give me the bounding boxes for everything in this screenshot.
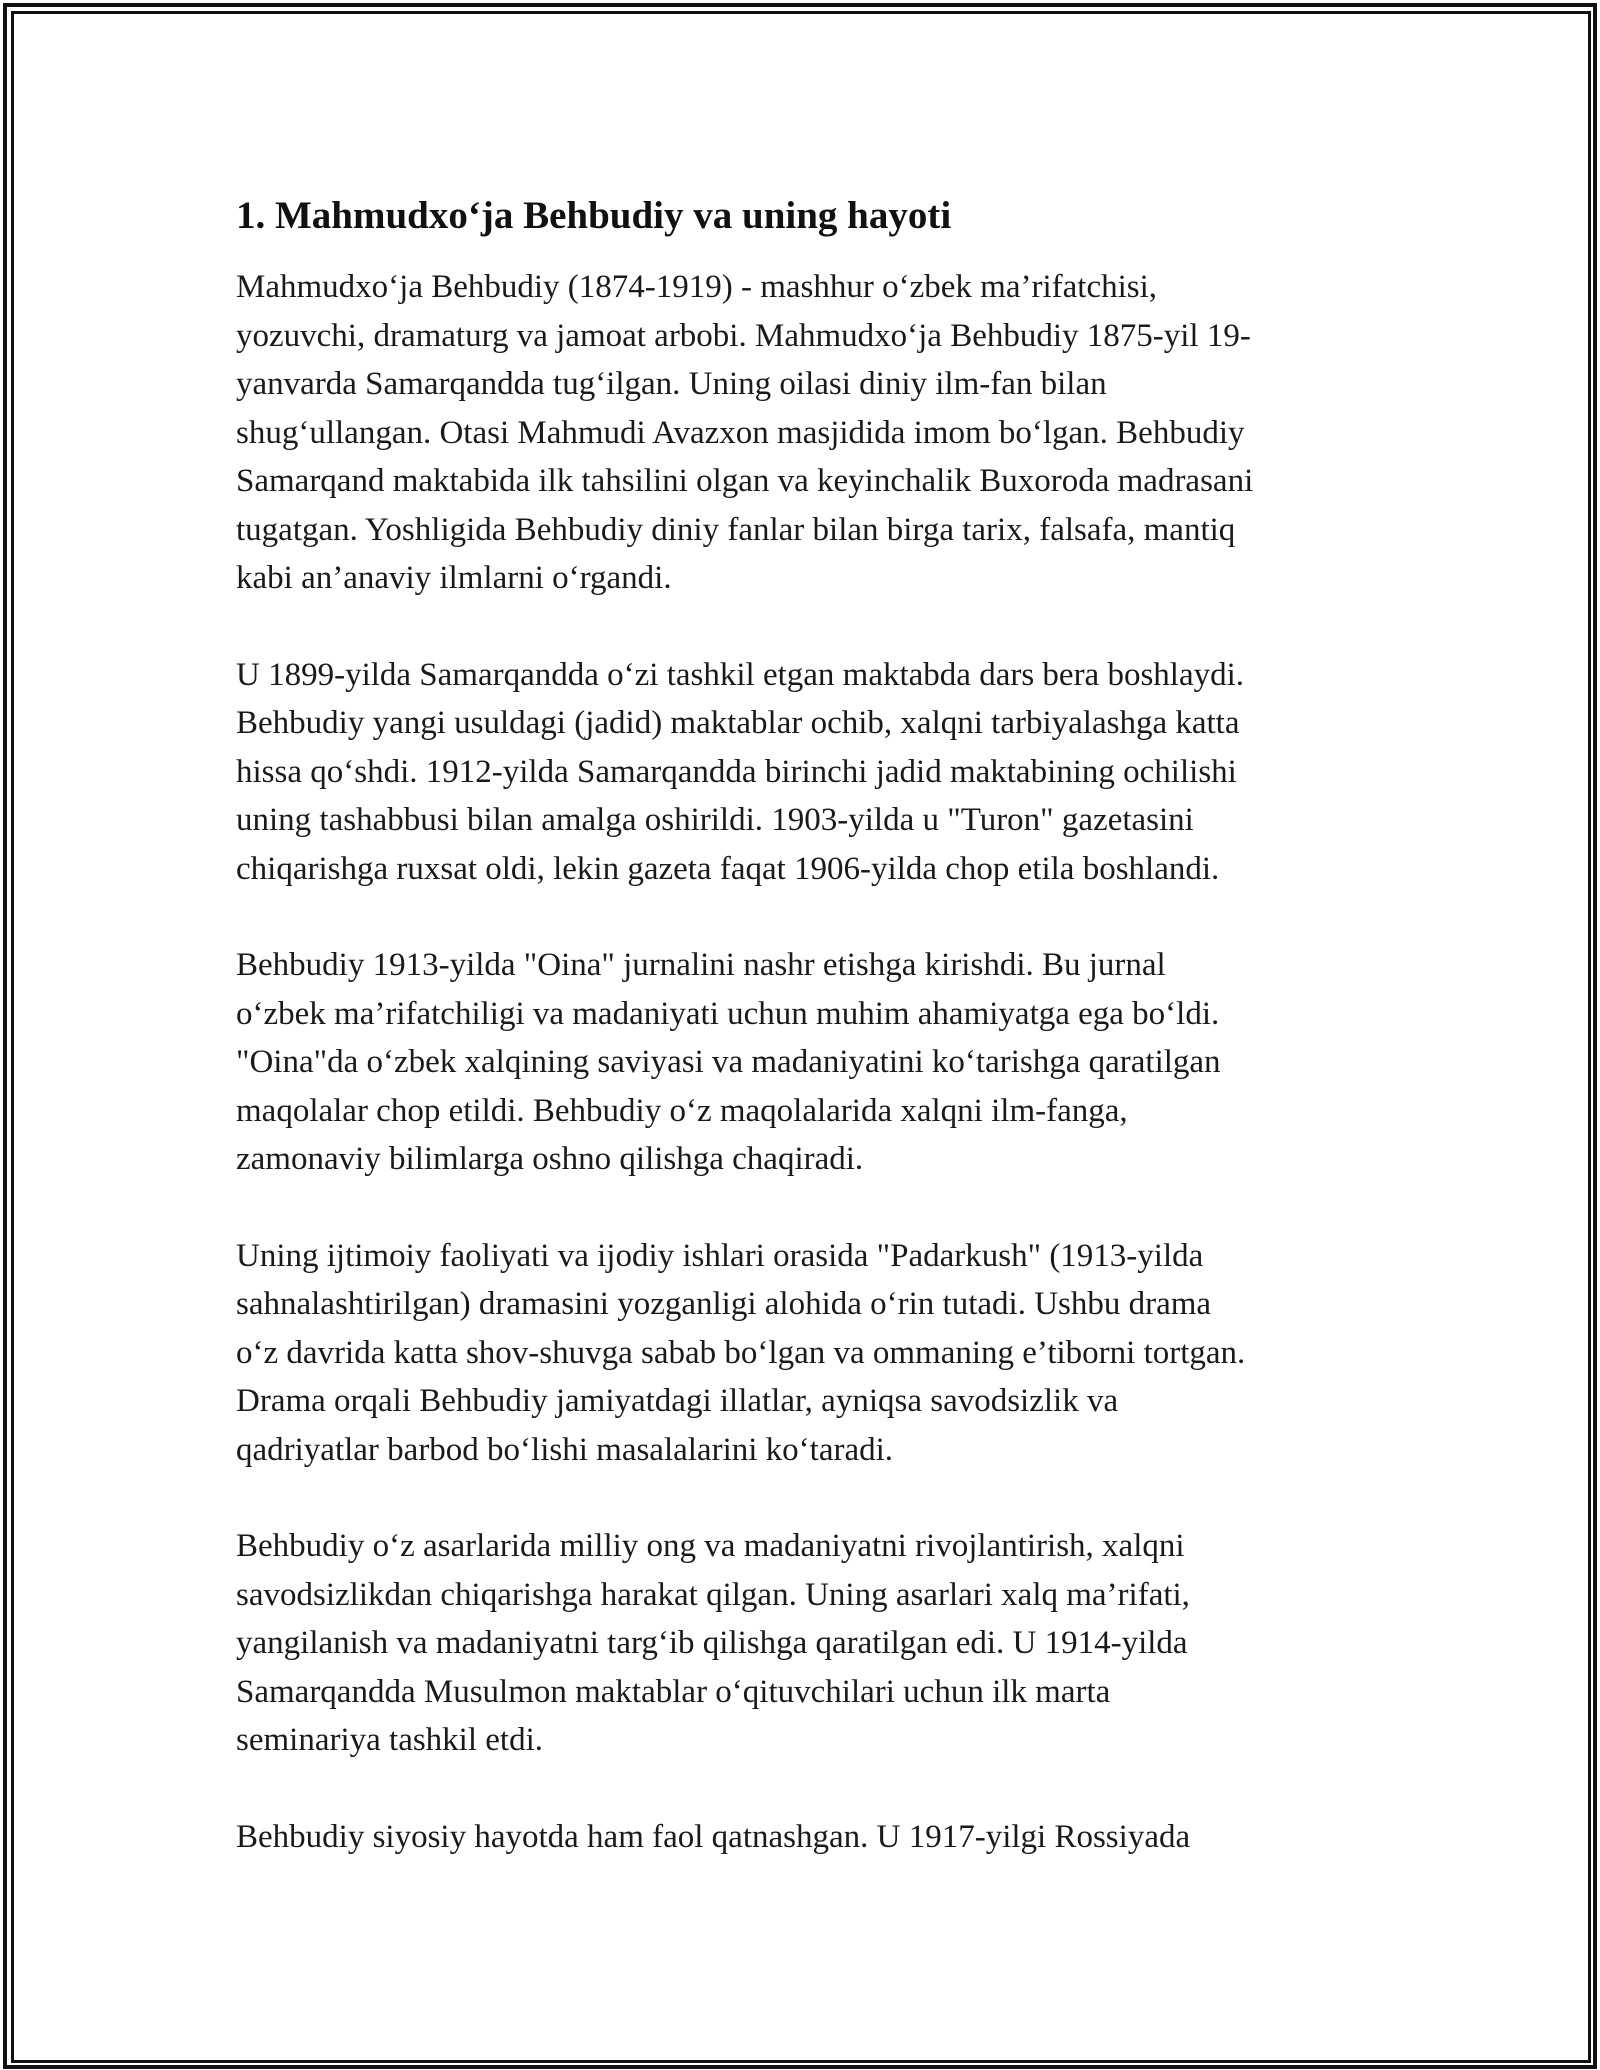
paragraph-biography xyxy=(236,263,1376,603)
text-line: Drama orqali Behbudiy jamiyatdagi illatlar, ayniqsa savodsizlik va xyxy=(236,1383,1119,1419)
text-line: kabi an’anaviy ilmlarni o‘rgandi. xyxy=(236,560,672,596)
text-line: yanvarda Samarqandda tug‘ilgan. Uning oilasi diniy ilm-fan bilan xyxy=(236,366,1107,402)
text-line: Behbudiy yangi usuldagi (jadid) maktablar ochib, xalqni tarbiyalashga katta xyxy=(236,705,1240,741)
text-line: U 1899-yilda Samarqandda o‘zi tashkil etgan maktabda dars bera boshlaydi. xyxy=(236,656,1245,693)
text-line: zamonaviy bilimlarga oshno qilishga chaqiradi. xyxy=(236,1141,864,1177)
paragraph-padarkush xyxy=(236,1232,1376,1475)
text-line: "Oina"da o‘zbek xalqining saviyasi va madaniyatini ko‘tarishga qaratilgan xyxy=(236,1044,1221,1080)
text-line: sahnalashtirilgan) dramasini yozganligi alohida o‘rin tutadi. Ushbu drama xyxy=(236,1286,1212,1322)
text-line: Uning ijtimoiy faoliyati va ijodiy ishlari orasida "Padarkush" (1913-yilda xyxy=(236,1237,1204,1274)
text-line: hissa qo‘shdi. 1912-yilda Samarqandda birinchi jadid maktabining ochilishi xyxy=(236,753,1237,790)
text-line: maqolalar chop etildi. Behbudiy o‘z maqolalarida xalqni ilm-fanga, xyxy=(236,1092,1128,1129)
text-line: seminariya tashkil etdi. xyxy=(236,1722,544,1758)
text-line: o‘zbek ma’rifatchiligi va madaniyati uchun muhim ahamiyatga ega bo‘ldi. xyxy=(236,995,1220,1032)
text-line: Mahmudxo‘ja Behbudiy (1874-1919) - mashhur o‘zbek ma’rifatchisi, xyxy=(236,269,1158,305)
text-line: Behbudiy 1913-yilda "Oina" jurnalini nashr etishga kirishdi. Bu jurnal xyxy=(236,947,1166,983)
paragraph-oina-journal xyxy=(236,941,1376,1184)
text-line: shug‘ullangan. Otasi Mahmudi Avazxon masjidida imom bo‘lgan. Behbudiy xyxy=(236,414,1245,451)
text-line: o‘z davrida katta shov-shuvga sabab bo‘lgan va ommaning e’tiborni tortgan. xyxy=(236,1334,1246,1371)
paragraph-teaching xyxy=(236,651,1376,894)
text-line: tugatgan. Yoshligida Behbudiy diniy fanlar bilan birga tarix, falsafa, mantiq xyxy=(236,511,1236,548)
paragraph-works xyxy=(236,1522,1376,1765)
paragraph-politics xyxy=(236,1813,1376,1862)
text-line: Samarqand maktabida ilk tahsilini olgan va keyinchalik Buxoroda madrasani xyxy=(236,463,1254,499)
section-title: 1. Mahmudxo‘ja Behbudiy va uning hayoti xyxy=(236,194,952,237)
text-line: Behbudiy o‘z asarlarida milliy ong va madaniyatni rivojlantirish, xalqni xyxy=(236,1528,1185,1564)
text-line: uning tashabbusi bilan amalga oshirildi. 1903-yilda u "Turon" gazetasini xyxy=(236,802,1194,838)
text-line: yozuvchi, dramaturg va jamoat arbobi. Mahmudxo‘ja Behbudiy 1875-yil 19- xyxy=(236,317,1251,354)
text-line: Samarqandda Musulmon maktablar o‘qituvchilari uchun ilk marta xyxy=(236,1673,1111,1710)
text-line: chiqarishga ruxsat oldi, lekin gazeta faqat 1906-yilda chop etila boshlandi. xyxy=(236,850,1220,887)
text-line: Behbudiy siyosiy hayotda ham faol qatnashgan. U 1917-yilgi Rossiyada xyxy=(236,1818,1191,1855)
text-line: qadriyatlar barbod bo‘lishi masalalarini ko‘taradi. xyxy=(236,1431,894,1468)
text-line: yangilanish va madaniyatni targ‘ib qilishga qaratilgan edi. U 1914-yilda xyxy=(236,1625,1188,1661)
document-body xyxy=(236,190,1376,1909)
text-line: savodsizlikdan chiqarishga harakat qilgan. Uning asarlari xalq ma’rifati, xyxy=(236,1576,1190,1613)
